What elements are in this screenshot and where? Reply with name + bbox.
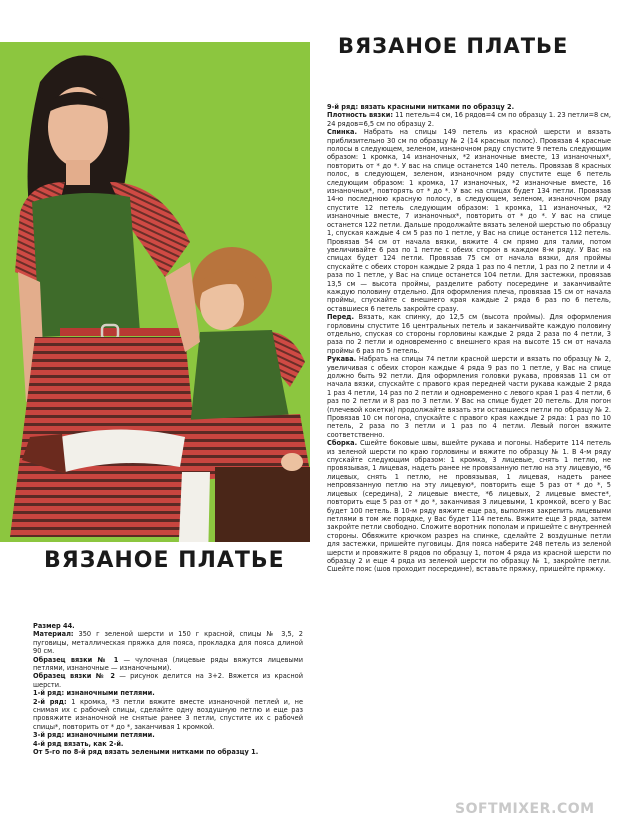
gauge-text: 11 петель=4 см, 16 рядов=4 см по образцу 1. 23 петли=8 см, 24 рядов=6,5 см по образцу 2. bbox=[327, 111, 611, 128]
sleeves-text: Набрать на спицы 74 петли красной шерсти и вязать по образцу № 2, увеличивая с обеих сторон каждые 4 ряда 9 раз по 1 петле, у Вас на спице должно быть 92 петли. Для оформления головки рукава, провязав 11 см от начала вязки, спускайте с правого края передней части рукава каждые 2 ряда 1 раз 4 петли, 14 раз по 2 петли и одновременно с левого края 1 раз 4 петли, 6 раз по 2 петли и 8 раз по 3 петли. У Вас на спице будет 20 петель. Для погон (плечевой кокетки) продолжайте вязать эти оставшиеся петли по образцу № 2. Провязав 10 см погона, спускайте с правого края каждые 2 ряда: 1 раз по 10 петель, 2 раза по 3 петли и 1 раз по 4 петли. Левый погон вяжите соответственно. bbox=[327, 355, 611, 439]
row3-text: 3-й ряд: изнаночными петлями. bbox=[33, 731, 155, 740]
article-title-bottom: ВЯЗАНОЕ ПЛАТЬЕ bbox=[44, 548, 285, 573]
pattern2-label: Образец вязки № 2 bbox=[33, 672, 115, 681]
paragraph-row5 bbox=[33, 748, 303, 756]
back-text: Набрать на спицы 149 петель из красной шерсти и вязать приблизительно 30 см по образцу № 2 (14 красных полос). Провязав 4 красные полосы в следующем, зеленом, изнаночном ряду спустите 9 петель следующим образом: 1 кромка, 14 изнаночных, *2 изнаночные вместе, 13 изнаночных*, повторить от * до *. У вас на спице останется 140 петель. Провязав 8 красных полос, в следующем, зеленом, изнаночном ряду спустите еще 6 петель следующим образом: 1 кромка, 17 изнаночных, *2 изнаночные вместе, 16 изнаночных*, повторять от * до *. У вас на спицах будет 134 петли. Провязав 14-ю последнюю красную полосу, в следующем, зеленом, изнаночном ряду спустите 12 петель следующим образом: 1 кромка, 11 изнаночных, *2 изнаночные вместе, 7 изнаночных*, повторить от * до *. У вас на спице останется 122 петли. Дальше продолжайте вязать зеленой шерстью по образцу 1, спуская каждые 4 см 5 раз по 1 петле, у Вас на спице останется 112 петель. Провязав 54 см от начала вязки, вяжите 4 см прямо для талии, потом увеличивайте 6 раз по 1 петле с обеих сторон в каждом 8-м ряду. У Вас на спицах будет 124 петли. Провязав 75 см от начала вязки, для проймы спускайте с обеих сторон каждые 2 ряда 1 раз по 4 петли, 1 раз по 2 петли и 4 раза по 1 петле, у Вас на спице останется 104 петли. Для застежки, провязав 13,5 см — высота проймы, разделите работу посередине и заканчивайте каждую половину отдельно. Для оформления плеча, провязав 15 см от начала проймы, спускайте с внешнего края каждые 2 ряда 6 раз по 6 петель, оставшиеся 6 петель закройте сразу. bbox=[327, 128, 611, 313]
paragraph-gauge bbox=[327, 111, 611, 128]
paragraph-sleeves bbox=[327, 355, 611, 439]
size-label: Размер 44. bbox=[33, 622, 75, 630]
paragraph-row9 bbox=[327, 103, 611, 111]
front-text: Вязать, как спинку, до 12,5 см (высота проймы). Для оформления горловины спустите 16 центральных петель и заканчивайте каждую половину отдельно, спуская со стороны горловины каждые 2 ряда 2 раза по 4 петли, 3 раза по 2 петли и одновременно с внешнего края на высоте 15 см от начала проймы 6 раз по 5 петель. bbox=[327, 313, 611, 355]
row5-text: От 5-го по 8-й ряд вязать зелеными нитками по образцу 1. bbox=[33, 748, 259, 757]
row9-text: 9-й ряд: вязать красными нитками по образцу 2. bbox=[327, 103, 515, 111]
assembly-label: Сборка. bbox=[327, 439, 358, 448]
instructions-right-column bbox=[327, 103, 611, 793]
row1-text: 1-й ряд: изнаночными петлями. bbox=[33, 689, 155, 698]
assembly-text: Сшейте боковые швы, вшейте рукава и погоны. Наберите 114 петель из зеленой шерсти по краю горловины и вяжите по образцу № 1. В 4-м ряду спускайте следующим образом: 1 кромка, 3 лицевые, снять 1 петлю, не провязывая, 1 лицевая, надеть ранее не провязанную петлю на эту лицевую, *6 лицевых, снять 1 петлю, не провязывая, 1 лицевая, надеть ранее непровязанную петлю на эту лицевую*, повторить еще 5 раз от * до *, 5 лицевых (середина), 2 лицевые вместе, *6 лицевых, 2 лицевые вместе*, повторить еще 5 раз от * до *, заканчивая 3 лицевыми, 1 кромкой, всего у Вас будет 100 петель. В 10-м ряду вяжите еще раз, выполняя закрепить лицевыми петлями в том же порядке, у Вас будет 114 петель. Вяжите еще 3 ряда, затем закройте петли свободно. Сложите воротник пополам и пришейте с внутренней стороны. Обвяжите крючком разрез на спинке, сделайте 2 воздушные петли для застежки, пришейте пуговицы. Для пояса наберите 248 петель из зеленой шерсти и провяжите 8 рядов по образцу 1, потом 4 ряда из красной шерсти по образцу 2 и еще 4 ряда из зеленой шерсти по образцу № 1, закройте петли. Сшейте пояс (шов проходит посередине), вставьте пряжку, пришейте пряжку. bbox=[327, 439, 611, 574]
pattern1-label: Образец вязки № 1 bbox=[33, 655, 119, 664]
paragraph-assembly bbox=[327, 439, 611, 574]
material-label: Материал: bbox=[33, 630, 74, 639]
paragraph-row4 bbox=[33, 740, 303, 748]
pattern2-text: — рисунок делится на 3+2. Вяжется из красной шерсти. bbox=[33, 672, 303, 689]
sleeves-label: Рукава. bbox=[327, 355, 357, 364]
back-label: Спинка. bbox=[327, 128, 358, 137]
paragraph-material bbox=[33, 630, 303, 655]
material-text: 350 г зеленой шерсти и 150 г красной, спицы № 3,5, 2 пуговицы, металлическая пряжка для пояса, прокладка для пояса длиной 90 см. bbox=[33, 630, 303, 656]
row2-text: 1 кромка, *3 петли вяжите вместе изнаночной петлей и, не снимая их с рабочей спицы, сделайте одну воздушную петлю и еще раз провяжите изнаночной не снятые ранее 3 петли, спустите их с рабочей спицы*, повторить от * до *, заканчивая 1 кромкой. bbox=[33, 697, 303, 731]
gauge-label: Плотность вязки: bbox=[327, 111, 393, 120]
article-title-top: ВЯЗАНОЕ ПЛАТЬЕ bbox=[338, 34, 569, 58]
front-label: Перед. bbox=[327, 313, 355, 322]
paragraph-size bbox=[33, 622, 303, 630]
photo-illustration bbox=[0, 42, 310, 542]
paragraph-pattern2 bbox=[33, 672, 303, 689]
paragraph-back bbox=[327, 128, 611, 313]
knitted-dress-photo bbox=[0, 42, 310, 542]
pattern1-text: — чулочная (лицевые ряды вяжутся лицевыми петлями, изнаночные — изнаночными). bbox=[33, 655, 303, 673]
paragraph-row3 bbox=[33, 731, 303, 739]
paragraph-pattern1 bbox=[33, 656, 303, 673]
row4-text: 4-й ряд вязать, как 2-й. bbox=[33, 739, 124, 748]
paragraph-row2 bbox=[33, 698, 303, 732]
paragraph-row1 bbox=[33, 689, 303, 697]
instructions-left-column bbox=[33, 622, 303, 797]
row2-label: 2-й ряд: bbox=[33, 697, 67, 706]
site-watermark: SOFTMIXER.COM bbox=[455, 801, 595, 817]
paragraph-front bbox=[327, 313, 611, 355]
